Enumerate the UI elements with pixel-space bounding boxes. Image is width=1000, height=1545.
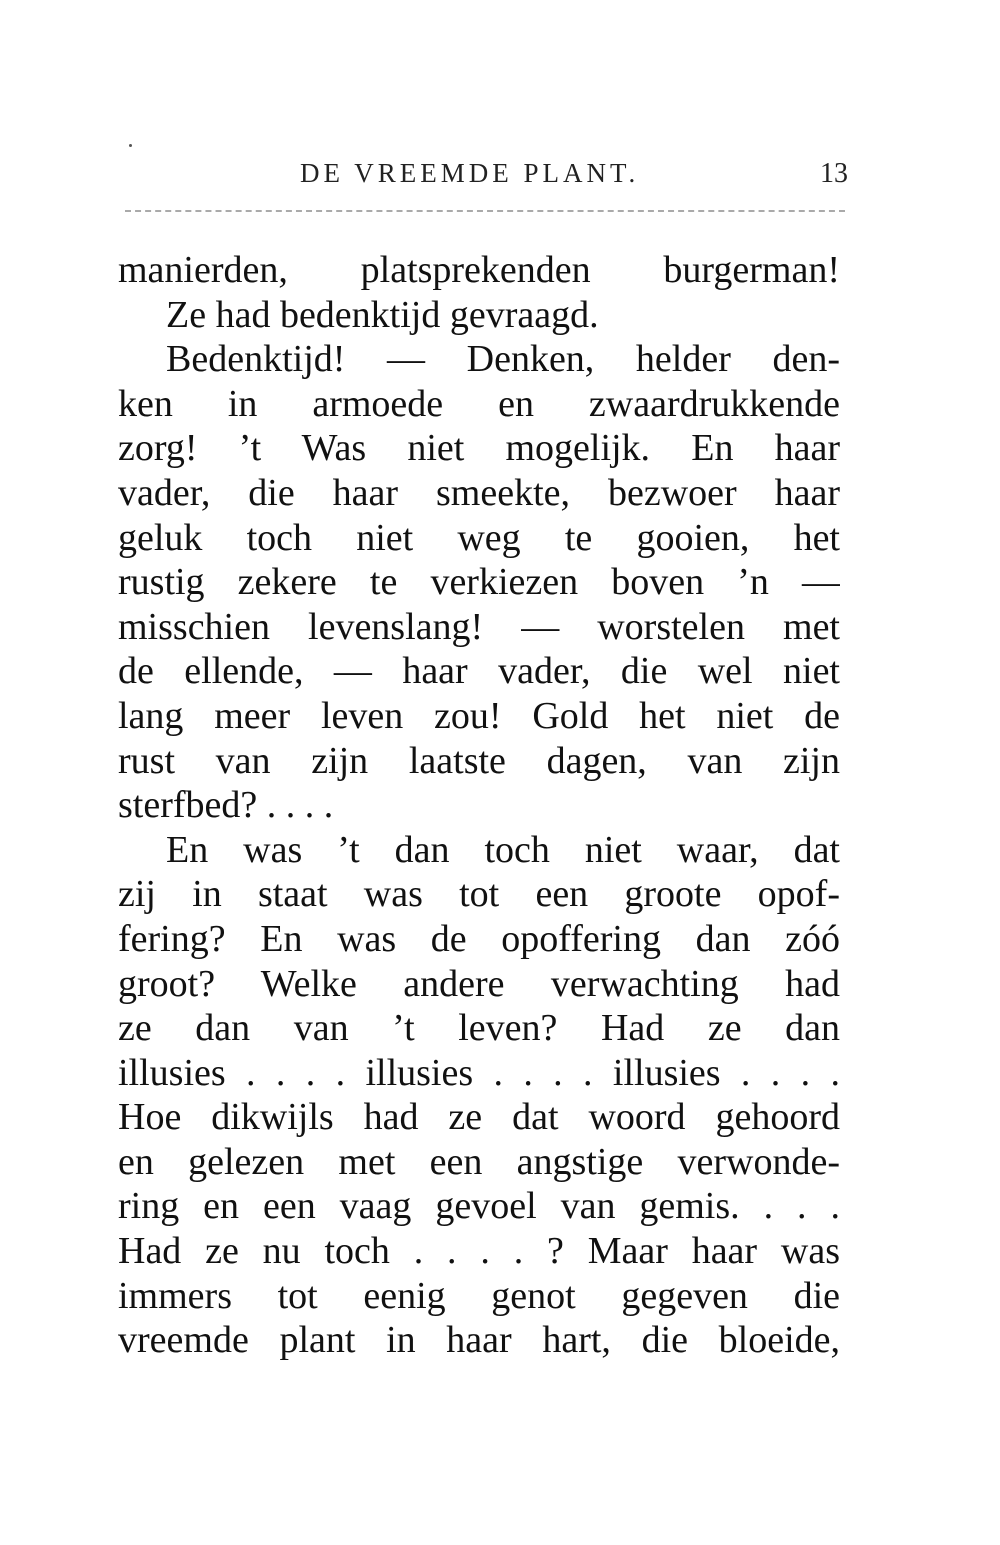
body-text bbox=[118, 248, 840, 1363]
text-line: zij in staat was tot een groote opof- bbox=[118, 873, 840, 916]
text-line: misschien levenslang! — worstelen met bbox=[118, 605, 840, 648]
text-line: fering? En was de opoffering dan zóó bbox=[118, 917, 840, 960]
text-line: vader, die haar smeekte, bezwoer haar bbox=[118, 471, 840, 514]
header-rule bbox=[125, 210, 845, 212]
running-title: DE VREEMDE PLANT. bbox=[300, 158, 640, 188]
text-line: rust van zijn laatste dagen, van zijn bbox=[118, 739, 840, 782]
text-line: groot? Welke andere verwachting had bbox=[118, 962, 840, 1005]
text-line: rustig zekere te verkiezen boven ’n — bbox=[118, 561, 840, 604]
text-line: Bedenktijd! — Denken, helder den- bbox=[166, 338, 840, 381]
text-line: geluk toch niet weg te gooien, het bbox=[118, 516, 840, 559]
text-line: immers tot eenig genot gegeven die bbox=[118, 1274, 840, 1317]
text-line: en gelezen met een angstige verwonde- bbox=[118, 1140, 840, 1183]
text-line: Had ze nu toch . . . . ? Maar haar was bbox=[118, 1230, 840, 1273]
text-line: sterfbed? . . . . bbox=[118, 784, 334, 827]
text-line: En was ’t dan toch niet waar, dat bbox=[166, 828, 840, 871]
text-line: Ze had bedenktijd gevraagd. bbox=[166, 293, 599, 336]
text-line: manierden, platsprekenden burgerman! bbox=[118, 249, 840, 291]
page-number: 13 bbox=[820, 158, 848, 189]
text-line: ken in armoede en zwaardrukkende bbox=[118, 382, 840, 425]
text-line: lang meer leven zou! Gold het niet de bbox=[118, 694, 840, 737]
text-line: de ellende, — haar vader, die wel niet bbox=[118, 650, 840, 693]
ink-speck bbox=[129, 144, 132, 147]
text-line: illusies . . . . illusies . . . . illusies . . . . bbox=[118, 1051, 840, 1094]
running-head bbox=[120, 158, 848, 198]
text-line: Hoe dikwijls had ze dat woord gehoord bbox=[118, 1096, 840, 1139]
text-line: ze dan van ’t leven? Had ze dan bbox=[118, 1007, 840, 1050]
text-line: zorg! ’t Was niet mogelijk. En haar bbox=[118, 427, 840, 470]
text-line: vreemde plant in haar hart, die bloeide, bbox=[118, 1319, 840, 1362]
text-line: ring en een vaag gevoel van gemis. . . . bbox=[118, 1185, 840, 1228]
